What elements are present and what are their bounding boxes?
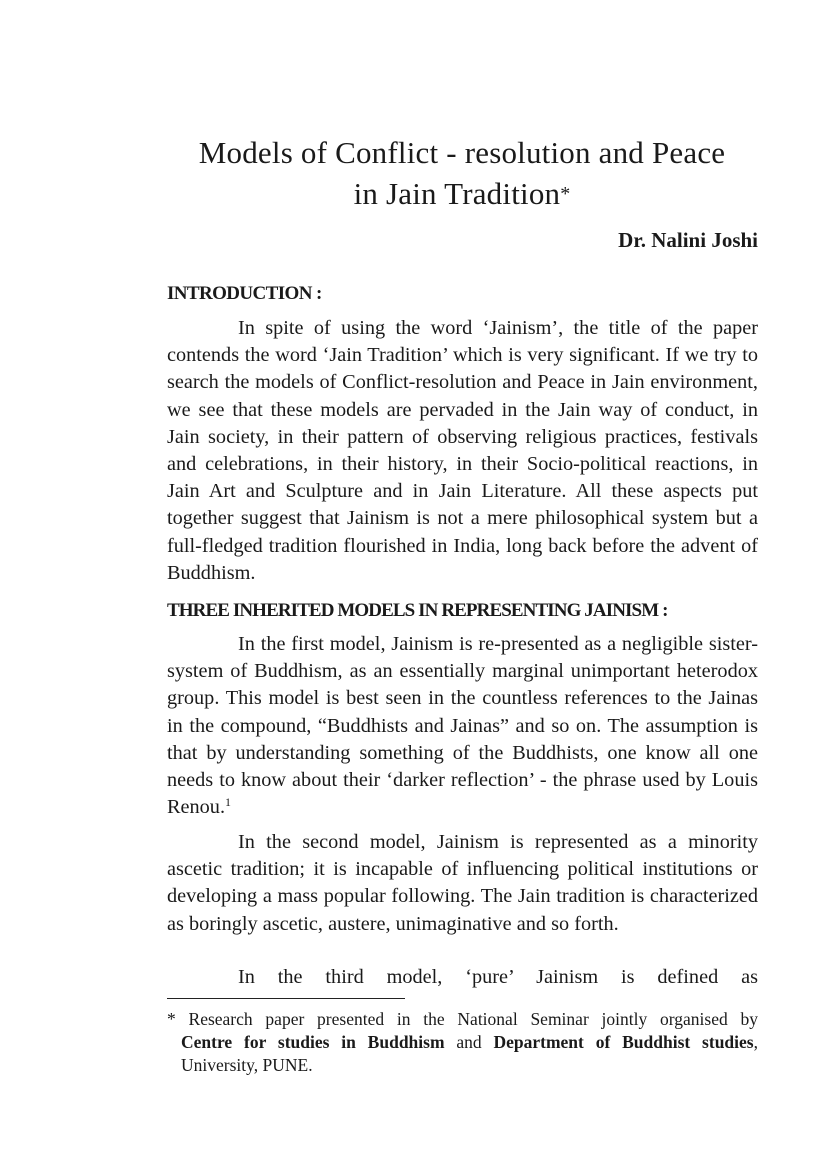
author-name: Dr. Nalini Joshi xyxy=(618,228,758,252)
title-line-2 xyxy=(150,173,774,215)
title-footnote-mark: * xyxy=(560,183,571,205)
section-heading-models: THREE INHERITED MODELS IN REPRESENTING JAINISM : xyxy=(167,600,668,621)
model-1-body xyxy=(167,631,758,821)
model-2-paragraph: In the second model, Jainism is represented as a minority ascetic tradition; it is incapable of influencing political institutions or developing a mass popular following. The Jain tradition is characterized as boringly ascetic, austere, unimaginative and so forth. xyxy=(167,831,758,935)
footnote-line-1: * Research paper presented in the National Seminar jointly organised by xyxy=(167,1009,758,1029)
footnote-org-1: Centre for studies in Buddhism xyxy=(181,1032,445,1052)
section-heading-introduction: INTRODUCTION : xyxy=(167,283,322,304)
paper-title xyxy=(150,132,774,215)
footnote-org-2: Department of Buddhist studies xyxy=(493,1032,754,1052)
model-3-body xyxy=(167,964,758,991)
title-line-1: Models of Conflict - resolution and Peace xyxy=(198,135,726,170)
footnote-separator xyxy=(167,998,405,999)
footnote-line-3: University, PUNE. xyxy=(181,1055,313,1075)
model-1-text: In the first model, Jainism is re-presented as a negligible sister-system of Buddhism, as an essentially marginal unimportant heterodox group. This model is best seen in the countless references to the Jainas in the compound, “Buddhists and Jainas” and so on. The assumption is that by understanding something of the Buddhists, one know all one needs to know about their ‘darker reflection’ - the phrase used by Louis Renou. xyxy=(167,633,758,819)
footnote-connector: and xyxy=(444,1032,494,1052)
model-3-paragraph: In the third model, ‘pure’ Jainism is defined as xyxy=(238,966,758,988)
introduction-paragraph: In spite of using the word ‘Jainism’, the title of the paper contends the word ‘Jain Tradition’ which is very significant. If we try to search the models of Conflict-resolution and Peace in Jain environment, we see that these models are pervaded in the Jain way of conduct, in Jain society, in their pattern of observing religious practices, festivals and celebrations, in their history, in their Socio-political reactions, in Jain Art and Sculpture and in Jain Literature. All these aspects put together suggest that Jainism is not a mere philosophical system but a full-fledged tradition flourished in India, long back before the advent of Buddhism. xyxy=(167,317,758,584)
footnote xyxy=(167,1008,758,1077)
model-1-paragraph xyxy=(167,631,758,821)
introduction-body xyxy=(167,315,758,587)
title-line-2-text: in Jain Tradition xyxy=(353,176,561,211)
footnote-comma: , xyxy=(753,1032,758,1052)
footnote-ref-1: 1 xyxy=(225,795,232,810)
model-2-body xyxy=(167,829,758,938)
footnote-line-2 xyxy=(167,1031,758,1054)
